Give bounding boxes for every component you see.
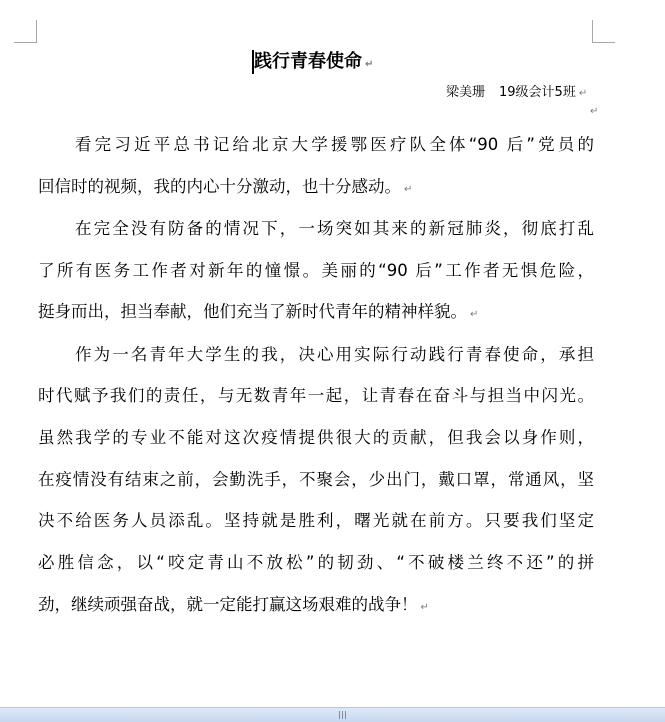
horizontal-scrollbar[interactable] [0, 707, 665, 722]
paragraph-mark-icon: ↵ [365, 59, 374, 70]
author-line[interactable] [446, 85, 587, 102]
author-name: 梁美珊 [446, 85, 486, 100]
margin-corner-top-left [14, 20, 37, 43]
body-line[interactable]: 决不给医务人员添乱。坚持就是胜利，曙光就在前方。只要我们坚定 [38, 511, 594, 530]
paragraph-mark-icon: ↵ [420, 602, 429, 613]
paragraph-mark-icon: ↵ [578, 88, 588, 99]
body-line[interactable]: 劲，继续顽强奋战，就一定能打赢这场艰难的战争！ ↵ [38, 595, 429, 614]
empty-paragraph-mark-icon: ↵ [590, 106, 599, 117]
grip-icon[interactable] [339, 711, 347, 719]
author-class: 19级会计5班 [499, 85, 576, 100]
body-line[interactable]: 时代赋予我们的责任，与无数青年一起，让青春在奋斗与担当中闪光。 [38, 386, 594, 405]
body-line[interactable]: 回信时的视频，我的内心十分激动，也十分感动。 ↵ [38, 177, 413, 196]
body-line[interactable]: 挺身而出，担当奉献，他们充当了新时代青年的精神样貌。 ↵ [38, 302, 479, 321]
document-title[interactable] [254, 50, 373, 77]
body-line[interactable]: 必胜信念，以“咬定青山不放松”的韧劲、“不破楼兰终不还”的拼 [38, 553, 594, 572]
body-line[interactable]: 在疫情没有结束之前，会勤洗手，不聚会，少出门，戴口罩，常通风，坚 [38, 470, 594, 489]
body-line[interactable]: 虽然我学的专业不能对这次疫情提供很大的贡献，但我会以身作则， [38, 428, 594, 447]
body-line[interactable]: 了所有医务工作者对新年的憧憬。美丽的“90 后”工作者无惧危险， [38, 261, 594, 280]
title-text: 践行青春使命 [254, 51, 362, 72]
body-line[interactable]: 作为一名青年大学生的我，决心用实际行动践行青春使命，承担 [75, 345, 594, 364]
body-line[interactable]: 看完习近平总书记给北京大学援鄂医疗队全体“90 后”党员的 [75, 135, 594, 154]
paragraph-mark-icon: ↵ [470, 309, 479, 320]
body-line[interactable]: 在完全没有防备的情况下，一场突如其来的新冠肺炎，彻底打乱 [75, 219, 594, 238]
paragraph-mark-icon: ↵ [404, 184, 413, 195]
margin-corner-top-right [592, 20, 615, 43]
